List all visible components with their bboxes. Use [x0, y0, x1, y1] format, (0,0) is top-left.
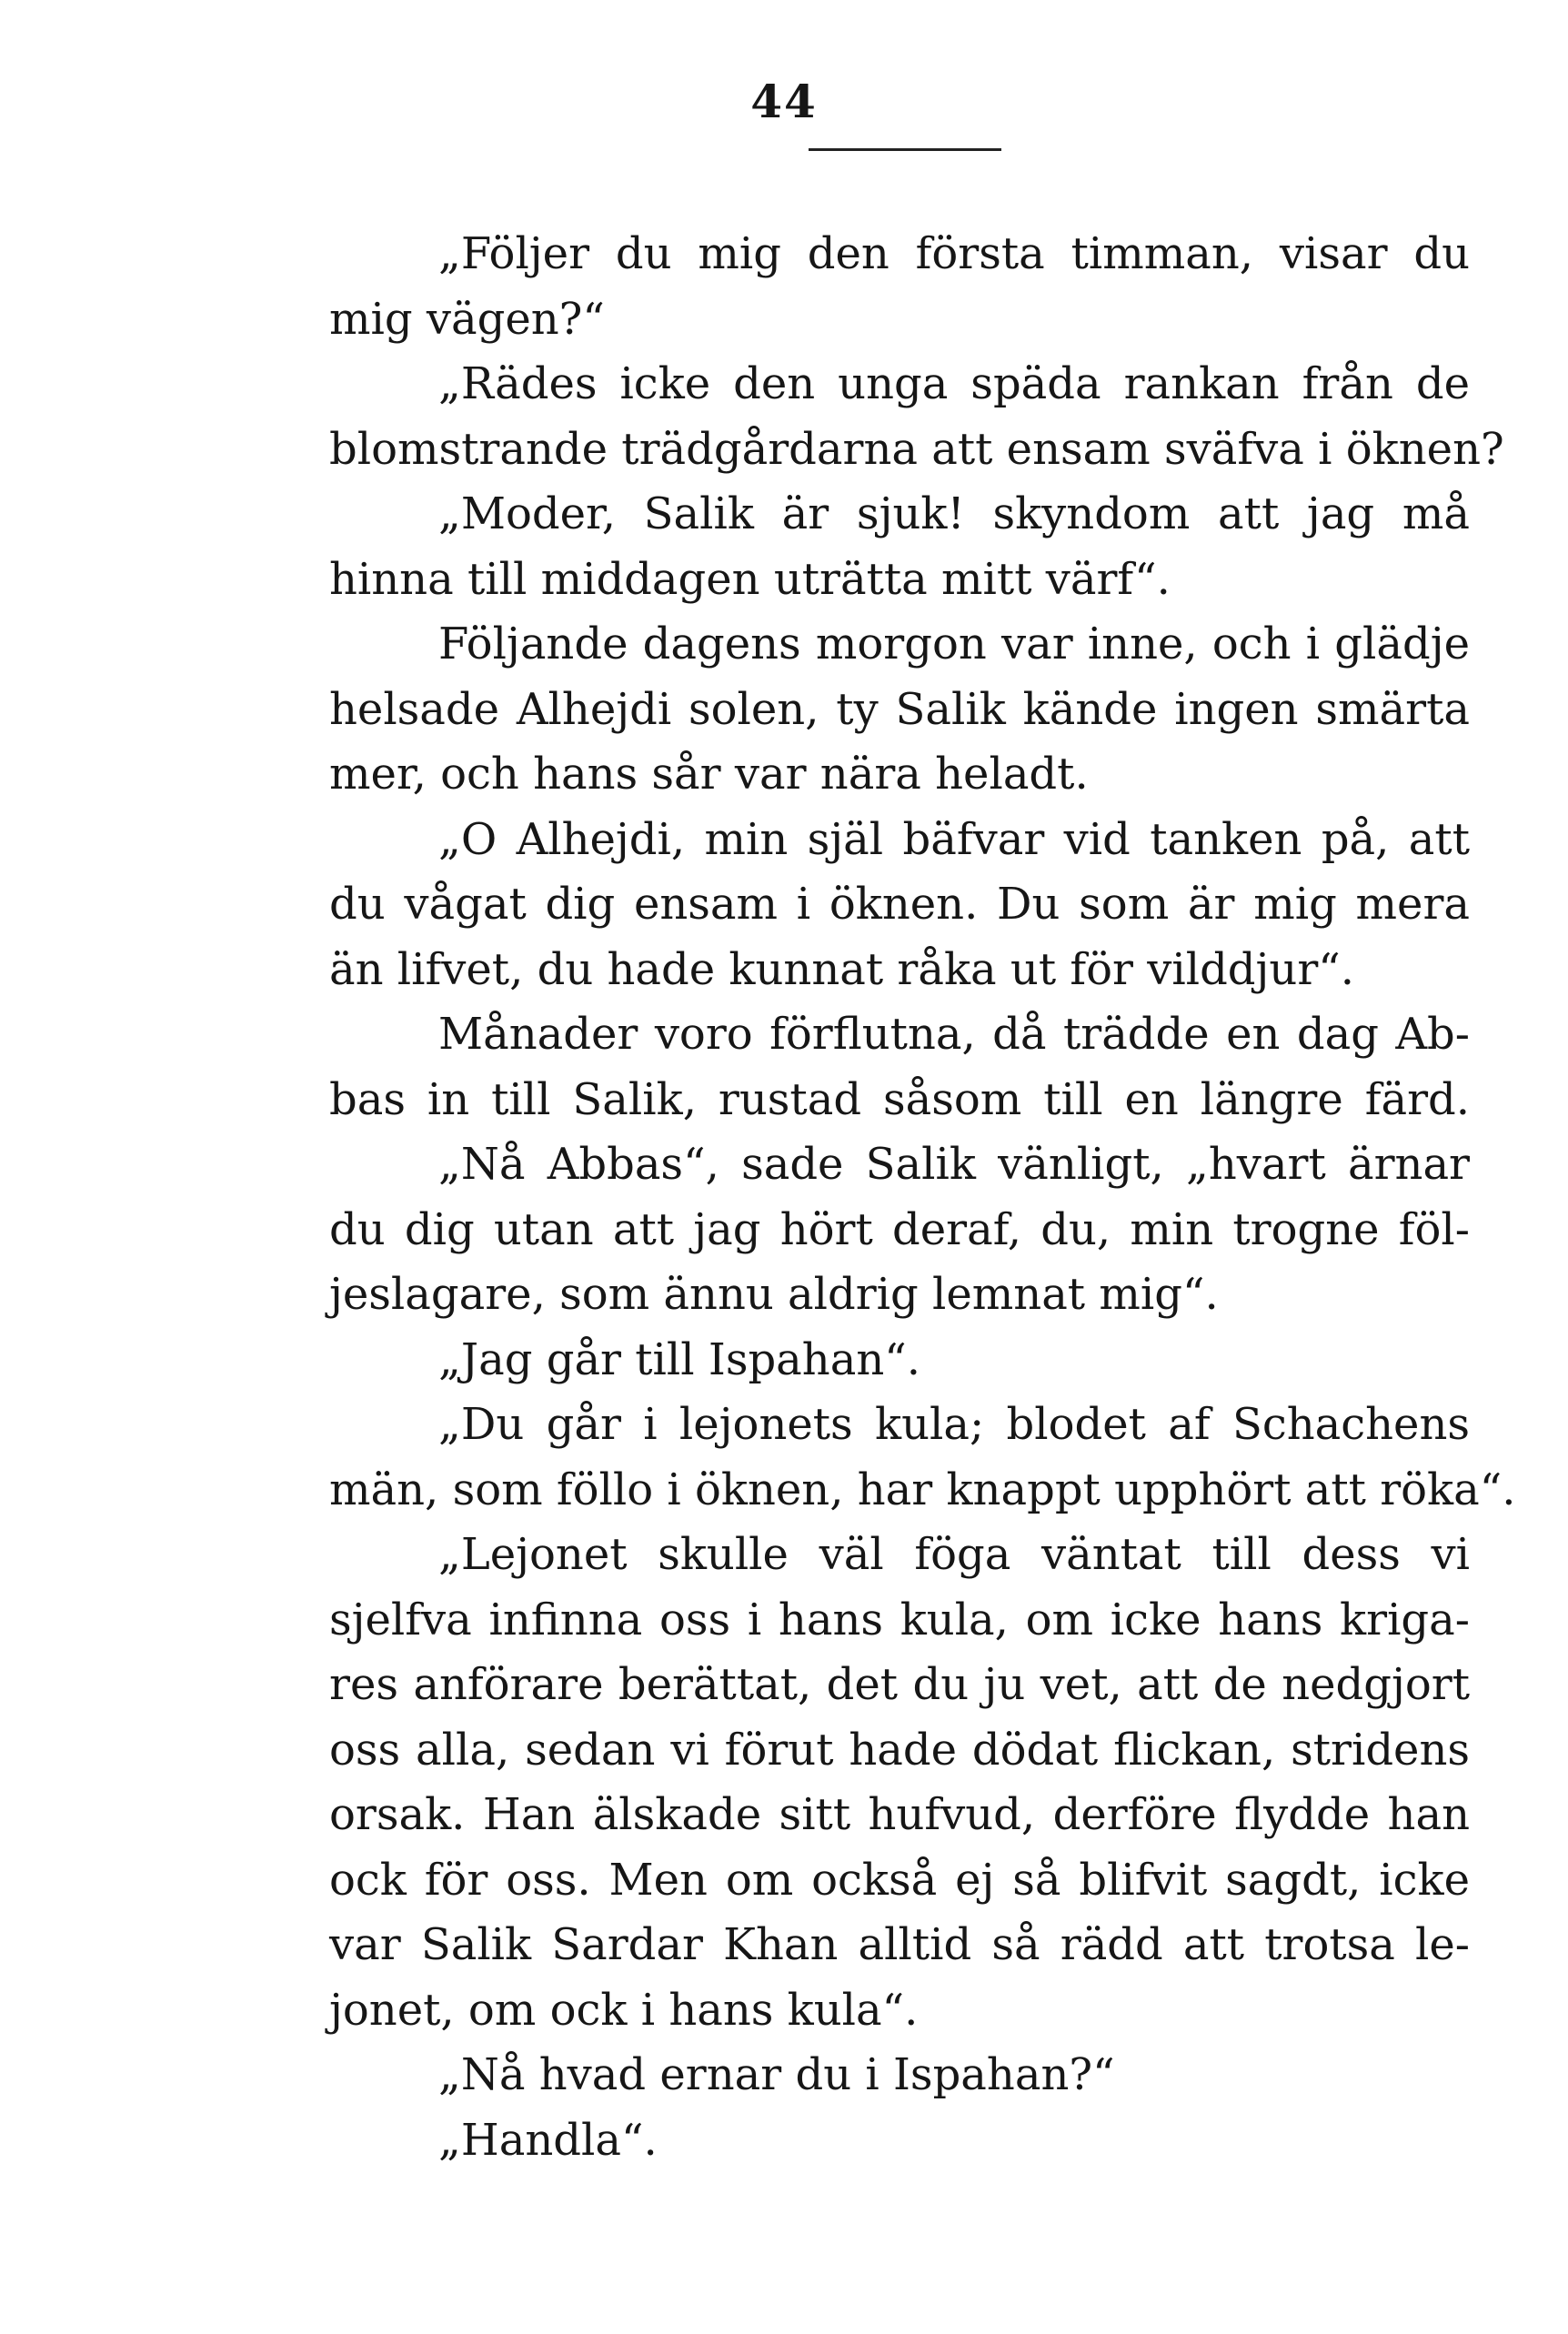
text-line: Följande dagens morgon var inne, och i glädje: [438, 619, 1470, 669]
text-line: „Handla“.: [438, 2114, 658, 2166]
text-line: „Jag går till Ispahan“.: [438, 1333, 921, 1385]
text-line: „O Alhejdi, min själ bäfvar vid tanken på, att: [438, 813, 1470, 865]
text-line: „Lejonet skulle väl föga väntat till dess vi: [438, 1529, 1470, 1580]
text-line: sjelfva infinna oss i hans kula, om icke hans kriga-: [329, 1594, 1470, 1645]
text-line: hinna till middagen uträtta mitt värf“.: [329, 553, 1171, 605]
text-line: res anförare berättat, det du ju vet, att de nedgjort: [329, 1659, 1470, 1710]
text-line: jonet, om ock i hans kula“.: [329, 1984, 919, 2036]
text-line: „Följer du mig den första timman, visar du: [438, 228, 1470, 279]
text-line: jeslagare, som ännu aldrig lemnat mig“.: [329, 1269, 1219, 1320]
text-line: mig vägen?“: [329, 293, 605, 345]
text-line: oss alla, sedan vi förut hade dödat flickan, stridens: [329, 1724, 1470, 1776]
body-text: [329, 222, 1516, 2173]
text-line: „Nå Abbas“, sade Salik vänligt, „hvart ärnar: [438, 1139, 1470, 1190]
text-line: mer, och hans sår var nära heladt.: [329, 749, 1089, 800]
text-line: blomstrande trädgårdarna att ensam sväfva i öknen?: [329, 423, 1504, 475]
page-number: 44: [750, 75, 818, 128]
text-line: helsade Alhejdi solen, ty Salik kände ingen smärta: [329, 683, 1470, 735]
text-line: du dig utan att jag hört deraf, du, min trogne föl-: [329, 1203, 1470, 1255]
text-line: var Salik Sardar Khan alltid så rädd att trotsa le-: [329, 1919, 1470, 1970]
text-line: du vågat dig ensam i öknen. Du som är mig mera: [329, 879, 1470, 930]
header-rule: [809, 148, 1001, 151]
text-line: ock för oss. Men om också ej så blifvit sagdt, icke: [329, 1854, 1470, 1906]
text-line: „Moder, Salik är sjuk! skyndom att jag må: [438, 488, 1470, 539]
text-line: Månader voro förflutna, då trädde en dag Ab-: [438, 1009, 1470, 1060]
text-line: „Nå hvad ernar du i Ispahan?“: [438, 2049, 1115, 2100]
text-line: orsak. Han älskade sitt hufvud, derföre flydde han: [329, 1789, 1470, 1840]
text-line: „Rädes icke den unga späda rankan från de: [438, 358, 1470, 409]
text-line: bas in till Salik, rustad såsom till en längre färd.: [329, 1073, 1470, 1125]
text-line: än lifvet, du hade kunnat råka ut för vilddjur“.: [329, 943, 1355, 995]
text-line: män, som föllo i öknen, har knappt upphört att röka“.: [329, 1464, 1516, 1515]
text-line: „Du går i lejonets kula; blodet af Schachens: [438, 1399, 1470, 1450]
